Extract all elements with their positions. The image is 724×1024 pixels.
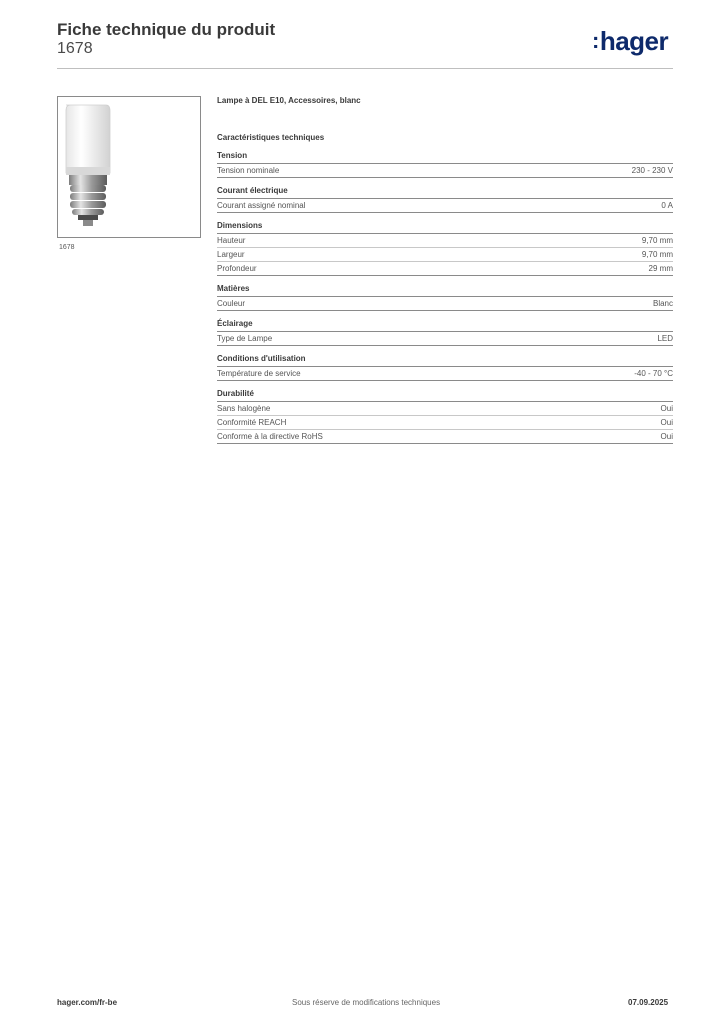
spec-row: [217, 402, 673, 416]
spec-row: [217, 199, 673, 213]
product-image: [57, 96, 201, 238]
spec-value: -40 - 70 °C: [634, 369, 673, 378]
spec-panel: [217, 96, 673, 444]
footer-disclaimer: Sous réserve de modifications techniques: [292, 998, 441, 1007]
hager-logo: :hager: [592, 26, 669, 56]
image-caption: 1678: [59, 244, 75, 251]
spec-group: [217, 389, 673, 444]
footer-date: 07.09.2025: [628, 998, 669, 1007]
led-lamp-icon: [58, 97, 200, 237]
spec-value: Oui: [660, 404, 673, 413]
spec-groups: [217, 151, 673, 444]
spec-group-title: Dimensions: [217, 221, 673, 234]
spec-group: [217, 186, 673, 213]
spec-group-title: Courant électrique: [217, 186, 673, 199]
spec-group-title: Conditions d'utilisation: [217, 354, 673, 367]
spec-row: [217, 248, 673, 262]
spec-value: 0 A: [661, 201, 673, 210]
spec-label: Conforme à la directive RoHS: [217, 432, 323, 441]
spec-label: Largeur: [217, 250, 245, 259]
spec-group: [217, 319, 673, 346]
spec-group-title: Tension: [217, 151, 673, 164]
spec-value: Blanc: [652, 299, 673, 308]
spec-row: [217, 430, 673, 444]
spec-label: Courant assigné nominal: [217, 201, 306, 210]
spec-row: [217, 164, 673, 178]
spec-group: [217, 354, 673, 381]
spec-group-title: Durabilité: [217, 389, 673, 402]
spec-group: [217, 221, 673, 276]
spec-value: 29 mm: [648, 264, 673, 273]
spec-value: 9,70 mm: [641, 236, 673, 245]
spec-group: [217, 151, 673, 178]
spec-group-title: Éclairage: [217, 319, 673, 332]
spec-value: Oui: [660, 418, 673, 427]
spec-value: 230 - 230 V: [631, 166, 673, 175]
spec-label: Couleur: [217, 299, 246, 308]
page-title: Fiche technique du produit: [57, 20, 276, 39]
spec-row: [217, 297, 673, 311]
spec-label: Conformité REACH: [217, 418, 287, 427]
spec-row: [217, 262, 673, 276]
spec-label: Température de service: [217, 369, 301, 378]
footer-website-link[interactable]: hager.com/fr-be: [57, 998, 118, 1007]
spec-group: [217, 284, 673, 311]
spec-label: Tension nominale: [217, 166, 280, 175]
product-name: Lampe à DEL E10, Accessoires, blanc: [217, 96, 361, 105]
spec-row: [217, 234, 673, 248]
spec-label: Profondeur: [217, 264, 257, 273]
section-title: Caractéristiques techniques: [217, 133, 325, 142]
spec-row: [217, 416, 673, 430]
header-divider: [57, 68, 673, 69]
spec-label: Sans halogène: [217, 404, 271, 413]
spec-value: Oui: [660, 432, 673, 441]
spec-group-title: Matières: [217, 284, 673, 297]
spec-row: [217, 367, 673, 381]
spec-row: [217, 332, 673, 346]
article-number: 1678: [57, 40, 93, 57]
spec-value: LED: [657, 334, 673, 343]
spec-value: 9,70 mm: [641, 250, 673, 259]
spec-label: Hauteur: [217, 236, 246, 245]
spec-label: Type de Lampe: [217, 334, 273, 343]
